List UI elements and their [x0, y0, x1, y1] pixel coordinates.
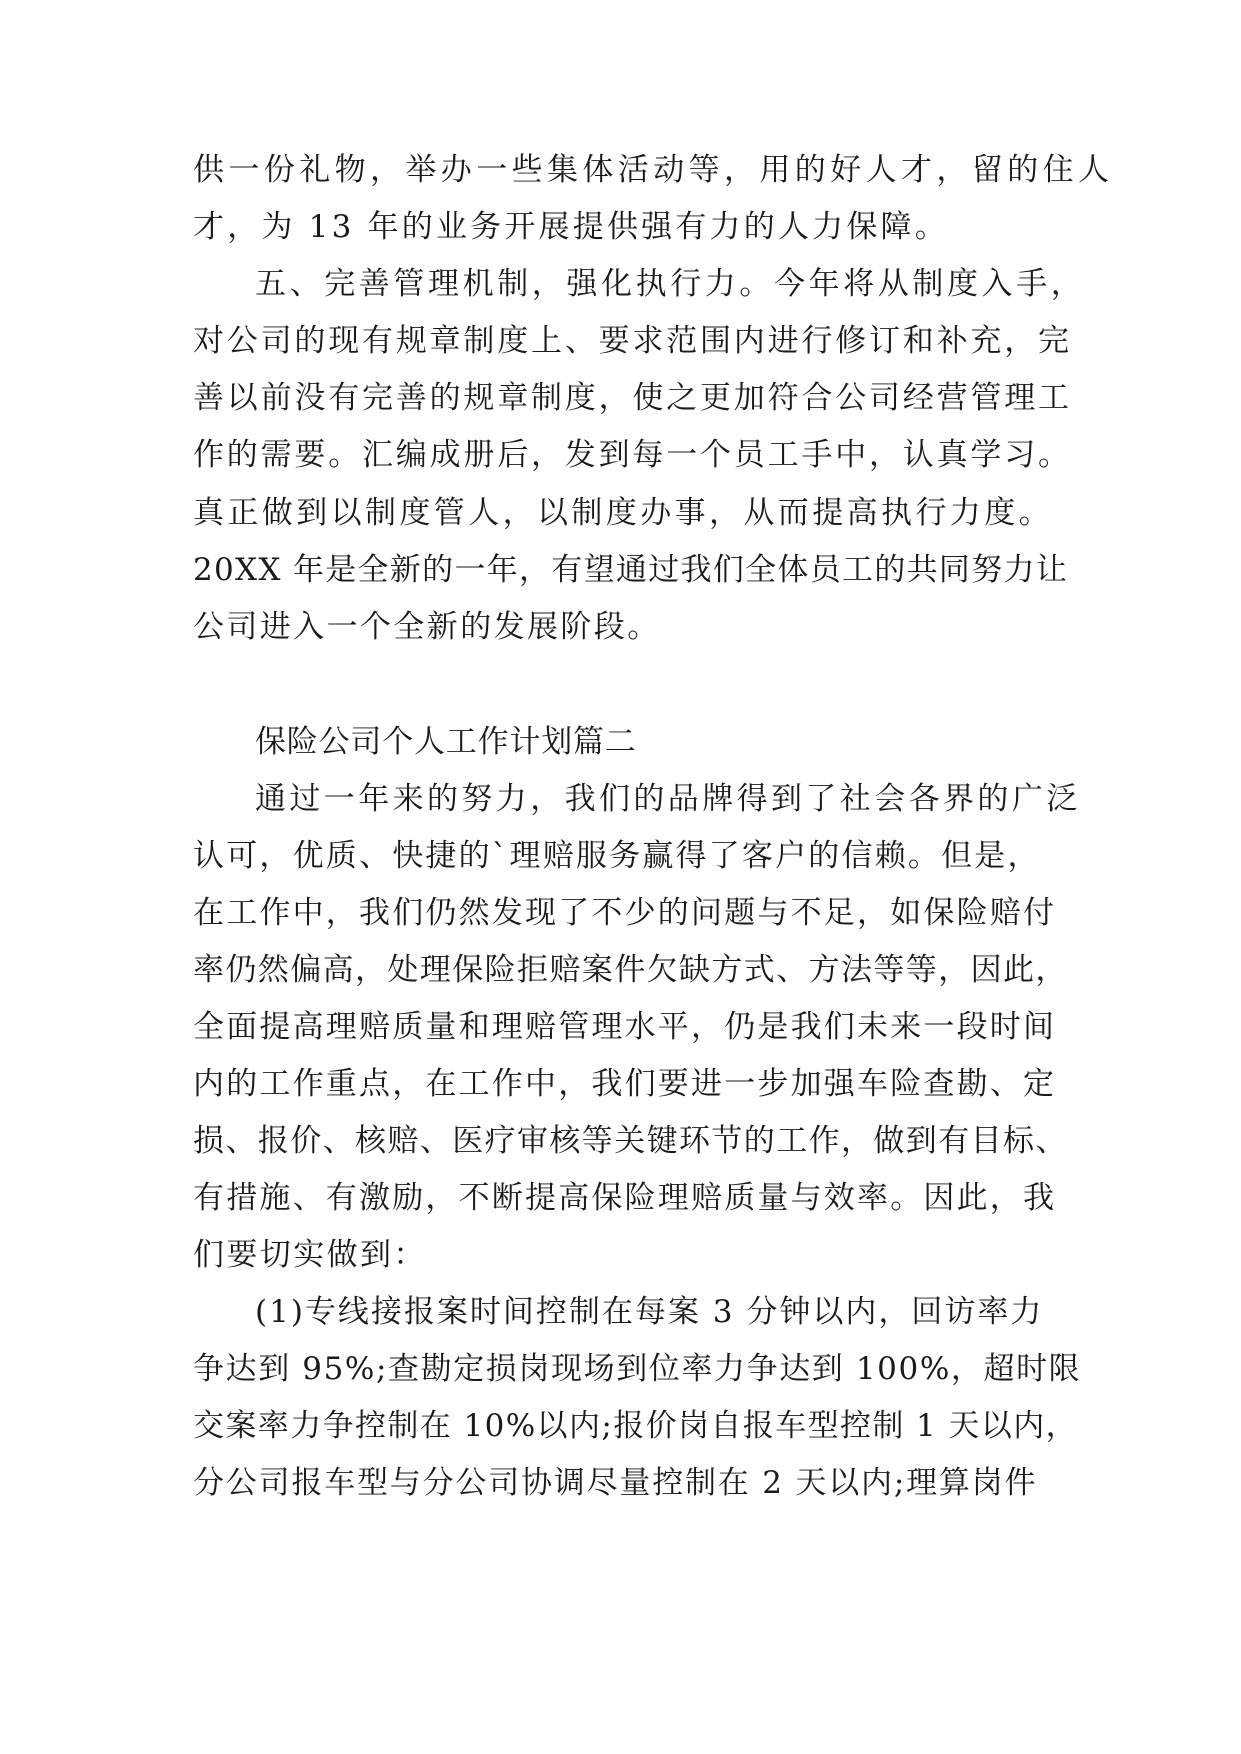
paragraph-line: 们要切实做到：: [193, 1237, 427, 1273]
paragraph-line: 对公司的现有规章制度上、要求范围内进行修订和补充，完: [193, 323, 1072, 359]
paragraph-line: 五、完善管理机制，强化执行力。今年将从制度入手，: [255, 266, 1086, 302]
paragraph-line: 才，为 13 年的业务开展提供强有力的人力保障。: [193, 209, 949, 245]
paragraph-line: 供一份礼物，举办一些集体活动等，用的好人才，留的住人: [193, 152, 1114, 188]
paragraph-line: 通过一年来的努力，我们的品牌得到了社会各界的广泛: [255, 781, 1081, 817]
paragraph-line: 争达到 95%;查勘定损岗现场到位率力争达到 100%，超时限: [193, 1351, 1082, 1387]
paragraph-line: 在工作中，我们仍然发现了不少的问题与不足，如保险赔付: [193, 895, 1057, 931]
paragraph-line: 损、报价、核赔、医疗审核等关键环节的工作，做到有目标、: [193, 1123, 1068, 1159]
paragraph-line: 善以前没有完善的规章制度，使之更加符合公司经营管理工: [193, 380, 1072, 416]
paragraph-line: 公司进入一个全新的发展阶段。: [193, 609, 661, 645]
paragraph-line: 作的需要。汇编成册后，发到每一个员工手中，认真学习。: [193, 437, 1072, 473]
paragraph-line: 认可，优质、快捷的`理赔服务赢得了客户的信赖。但是，: [193, 838, 1041, 874]
paragraph-line: 20XX 年是全新的一年，有望通过我们全体员工的共同努力让: [193, 552, 1069, 588]
paragraph-line: 有措施、有激励，不断提高保险理赔质量与效率。因此，我: [193, 1180, 1057, 1216]
paragraph-line: 内的工作重点，在工作中，我们要进一步加强车险查勘、定: [193, 1066, 1057, 1102]
paragraph-line: 率仍然偏高，处理保险拒赔案件欠缺方式、方法等等，因此，: [193, 952, 1068, 988]
section-heading: 保险公司个人工作计划篇二: [255, 724, 637, 760]
paragraph-line: 真正做到以制度管人，以制度办事，从而提高执行力度。: [193, 495, 1053, 531]
paragraph-line: 交案率力争控制在 10%以内;报价岗自报车型控制 1 天以内，: [193, 1408, 1079, 1444]
paragraph-line: (1)专线接报案时间控制在每案 3 分钟以内，回访率力: [255, 1294, 1044, 1330]
paragraph-line: 全面提高理赔质量和理赔管理水平，仍是我们未来一段时间: [193, 1009, 1057, 1045]
paragraph-line: 分公司报车型与分公司协调尽量控制在 2 天以内;理算岗件: [193, 1465, 1038, 1501]
